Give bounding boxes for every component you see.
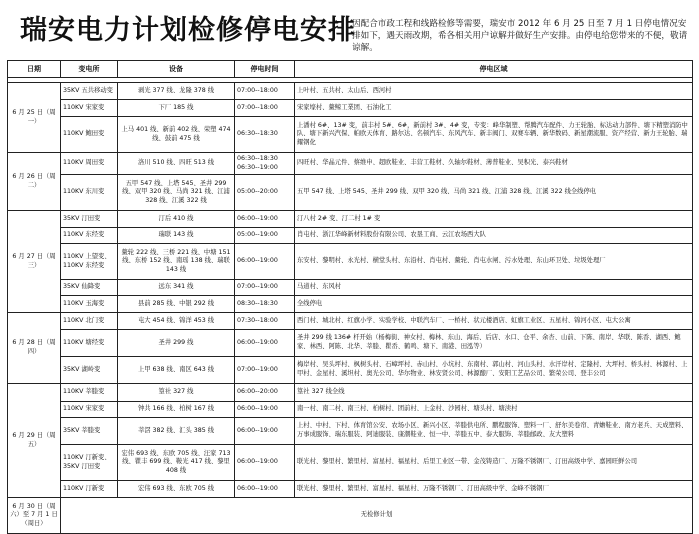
line-cell: 上马 401 线、新前 402 线、荣塑 474 线、鼓前 475 线: [118, 117, 235, 153]
area-cell: 肖屯村、浙江华峰新材料股份有限公司、农垦工商、云江农场西大队: [295, 228, 693, 244]
area-cell: 五甲 547 线、上塔 545、圣井 299 线、双甲 320 线、马尚 321 线、江浦 328 线、江溪 322 线全线停电: [295, 175, 693, 211]
substation-cell: 110KV 塘经变: [61, 330, 118, 357]
table-row: [8, 83, 693, 100]
substation-cell: 110KV 鲍田变: [61, 117, 118, 153]
time-cell: 06:00--19:00: [235, 244, 295, 280]
date-cell: 6 月 26 日（周二）: [8, 153, 61, 211]
area-cell: 南一村、南二村、南三村、柏树村、团前村、上金村、沙园村、塘头村、塘渎村: [295, 402, 693, 418]
table-row: [8, 153, 693, 175]
date-cell: 6 月 28 日（周四）: [8, 313, 61, 384]
time-cell: 06:00--19:00: [235, 481, 295, 498]
area-cell: 汀八村 2# 变、汀二村 1# 变: [295, 211, 693, 228]
line-cell: 宏伟 693 线、东欧 705 线: [118, 481, 235, 498]
table-row: [8, 280, 693, 296]
line-cell: 汀后 410 线: [118, 211, 235, 228]
area-cell: 全线停电: [295, 296, 693, 313]
table-row: [8, 357, 693, 384]
area-cell: 圣井 299 线 136# 杆开始（杨梅街、神女村、梅林、东山、海后、后店、水口、仓平、余杏、山前、下陈、南岸、华联、陈岙、湖西、鲍家、林西、阿陈、北华、莘塍、瞿岙、鹤鸣、塘下、南港、田泓等）: [295, 330, 693, 357]
line-cell: 五甲 547 线、上塔 545、圣井 299 线、双甲 320 线、马尚 321 线、江浦 328 线、江溪 322 线: [118, 175, 235, 211]
line-cell: 屯大 454 线、锦洋 453 线: [118, 313, 235, 330]
table-row: [8, 498, 693, 534]
table-row: [8, 100, 693, 117]
table-row: [8, 117, 693, 153]
time-cell: 06:00--19:00: [235, 418, 295, 445]
area-cell: 上村、中村、下村、体育馆公安、农场小区、新兴小区、莘塍供电所、鹏程服饰、塑料一厂、舒尔美卷帘、青蟾鞋业、南方老兵、天成塑料、万事成服饰、瑞东服装、阿迪服装、康潮鞋业、恒一中、莘塍五中、泰大服饰、莘塍邮政、友大塑料: [295, 418, 693, 445]
line-cell: 圣井 299 线: [118, 330, 235, 357]
substation-cell: 110KV 宋家变: [61, 100, 118, 117]
date-cell: 6 月 27 日（周三）: [8, 211, 61, 313]
page-title: 瑞安电力计划检修停电安排: [20, 15, 356, 46]
substation-cell: 35KV 仙降变: [61, 280, 118, 296]
time-cell: 06:30--18:30 06:30--19:00: [235, 153, 295, 175]
substation-cell: 110KV 汀新变: [61, 481, 118, 498]
area-cell: 东安村、黎明村、永光村、横堂头村、东沿村、肖屯村、鳌轮、肖屯水闸、污水处理、东山环卫处、垃圾处理厂: [295, 244, 693, 280]
area-cell: 上潘村 6#、13# 变，前丰村 5#、6#，新前村 3#、4# 变，专变：峰华制塑、帮腾汽车配件、力王轮胎、标达动力部件、塘下精塑消防中队、塘下新兴汽保、帕欧天体育、路尔达、名顿汽车、东风汽车、新丰阀门、双赛车辆、新华数码、新星潮流服、资产经营、新力王轮胎、瑞耀钢化: [295, 117, 693, 153]
date-cell: 6 月 25 日（周一）: [8, 83, 61, 153]
date-cell: 6 月 30 日（周六）至 7 月 1 日（周日）: [8, 498, 61, 534]
area-cell: 上叶村、五共村、太山后、西河村: [295, 83, 693, 100]
time-cell: 06:00--19:00: [235, 445, 295, 481]
table-row: [8, 313, 693, 330]
time-cell: 06:30--18:30: [235, 117, 295, 153]
substation-cell: 110KV 莘塍变: [61, 384, 118, 402]
time-cell: 05:00--19:00: [235, 228, 295, 244]
area-cell: 联光村、黎里村、繁里村、富星村、福星村、后里工业区一带、金茂铸造厂、万隆不锈钢厂、汀田高级中学、嘉园旺鲜公司: [295, 445, 693, 481]
time-cell: 06:00--20:00: [235, 384, 295, 402]
substation-cell: 110KV 玉海变: [61, 296, 118, 313]
line-cell: 洛川 510 线、四旺 513 线: [118, 153, 235, 175]
header-area: 停电区域: [295, 61, 693, 78]
time-cell: 06:00--19:00: [235, 402, 295, 418]
line-cell: 县前 285 线、中银 292 线: [118, 296, 235, 313]
time-cell: 06:00--19:00: [235, 211, 295, 228]
line-cell: 上甲 638 线、南区 643 线: [118, 357, 235, 384]
time-cell: 07:00--19:00: [235, 357, 295, 384]
line-cell: 下厂 185 线: [118, 100, 235, 117]
substation-cell: 110KV 周田变: [61, 153, 118, 175]
table-row: [8, 445, 693, 481]
table-row: [8, 418, 693, 445]
line-cell: 钟共 166 线、柏树 167 线: [118, 402, 235, 418]
substation-cell: 110KV 北门变: [61, 313, 118, 330]
table-row: [8, 175, 693, 211]
header-time: 停电时间: [235, 61, 295, 78]
substation-cell: 110KV 宋家变: [61, 402, 118, 418]
substation-cell: 35KV 莘塍变: [61, 418, 118, 445]
line-cell: 剥光 377 线、龙隆 378 线: [118, 83, 235, 100]
table-row: [8, 402, 693, 418]
table-row: [8, 481, 693, 498]
line-cell: 瑞联 143 线: [118, 228, 235, 244]
header-date: 日期: [8, 61, 61, 78]
substation-cell: 110KV 东经变: [61, 228, 118, 244]
time-cell: 07:00--18:00: [235, 83, 295, 100]
substation-cell: 35KV 五共移动变: [61, 83, 118, 100]
time-cell: 06:00--19:00: [235, 330, 295, 357]
line-cell: 莘滘 382 线、汇头 385 线: [118, 418, 235, 445]
header-substation: 变电所: [61, 61, 118, 78]
area-cell: 篁社 327 线全线: [295, 384, 693, 402]
time-cell: 08:30--18:30: [235, 296, 295, 313]
area-cell: 宋家壕村、鳌鲸工業团、石油化工: [295, 100, 693, 117]
time-cell: 07:30--18:00: [235, 313, 295, 330]
table-row: [8, 211, 693, 228]
outage-schedule-table: [7, 60, 693, 534]
table-row: [8, 384, 693, 402]
substation-cell: 110KV 汀新变、35KV 汀田变: [61, 445, 118, 481]
table-row: [8, 330, 693, 357]
line-cell: 远东 341 线: [118, 280, 235, 296]
line-cell: 鳌轮 222 线、三桥 221 线、中塘 151 线、东桥 152 线、南瑶 138 线、瑞联 143 线: [118, 244, 235, 280]
time-cell: 07:00--19:00: [235, 280, 295, 296]
area-cell: 四旺村、华晶元件、蔡维申、超欧鞋业、丰营工鞋材、久轴尔鞋材、薄普鞋业、吴积光、泰兴鞋材: [295, 153, 693, 175]
substation-cell: 35KV 湖岭变: [61, 357, 118, 384]
header-line: 设备: [118, 61, 235, 78]
table-header-row: [8, 61, 693, 78]
time-cell: 05:00--20:00: [235, 175, 295, 211]
header: [0, 0, 699, 52]
area-cell: 联光村、黎里村、繁里村、富星村、福星村、万隆不锈钢厂、汀田高级中学、金峰不锈钢厂: [295, 481, 693, 498]
date-cell: 6 月 29 日（周五）: [8, 384, 61, 498]
time-cell: 07:00--18:00: [235, 100, 295, 117]
substation-cell: 110KV 上望变、110KV 东经变: [61, 244, 118, 280]
area-cell: 西门村、城北村、红旗小学、实验学校、中联汽车厂、一桥村、状元楼酒店、虹旗工业区、五星村、锦河小区、屯大公寓: [295, 313, 693, 330]
area-cell: 马道村、东风村: [295, 280, 693, 296]
substation-cell: 35KV 汀田变: [61, 211, 118, 228]
line-cell: 宏伟 693 线、东欧 705 线、汪家 713 线、瞿丰 699 线、鞍光 417 线、黎里 408 线: [118, 445, 235, 481]
area-cell: 梅岸村、吴头坪村、枫树头村、石嶂坪村、赤山村、小坑村、东南村、郭山村、河山头村、水汗岸村、定隆村、大坪村、桥头村、林源村、上甲村、金星村、溪坦村、奥光公司、华尔物业、林安贤公司、林源酿厂、安阳工艺品公司、繁荣公司、登丰公司: [295, 357, 693, 384]
table-row: [8, 244, 693, 280]
table-row: [8, 296, 693, 313]
substation-cell: 110KV 东川变: [61, 175, 118, 211]
line-cell: 篁社 327 线: [118, 384, 235, 402]
no-maintenance-cell: 无检修计划: [61, 498, 693, 534]
table-row: [8, 228, 693, 244]
notice-text: 因配合市政工程和线路检修等需要，瑞安市 2012 年 6 月 25 日至 7 月 1 日停电情况安排如下，遇天雨改期，希各相关用户谅解并做好生产安排。由停电给您带来的不便，敬请谅解。: [352, 19, 688, 53]
